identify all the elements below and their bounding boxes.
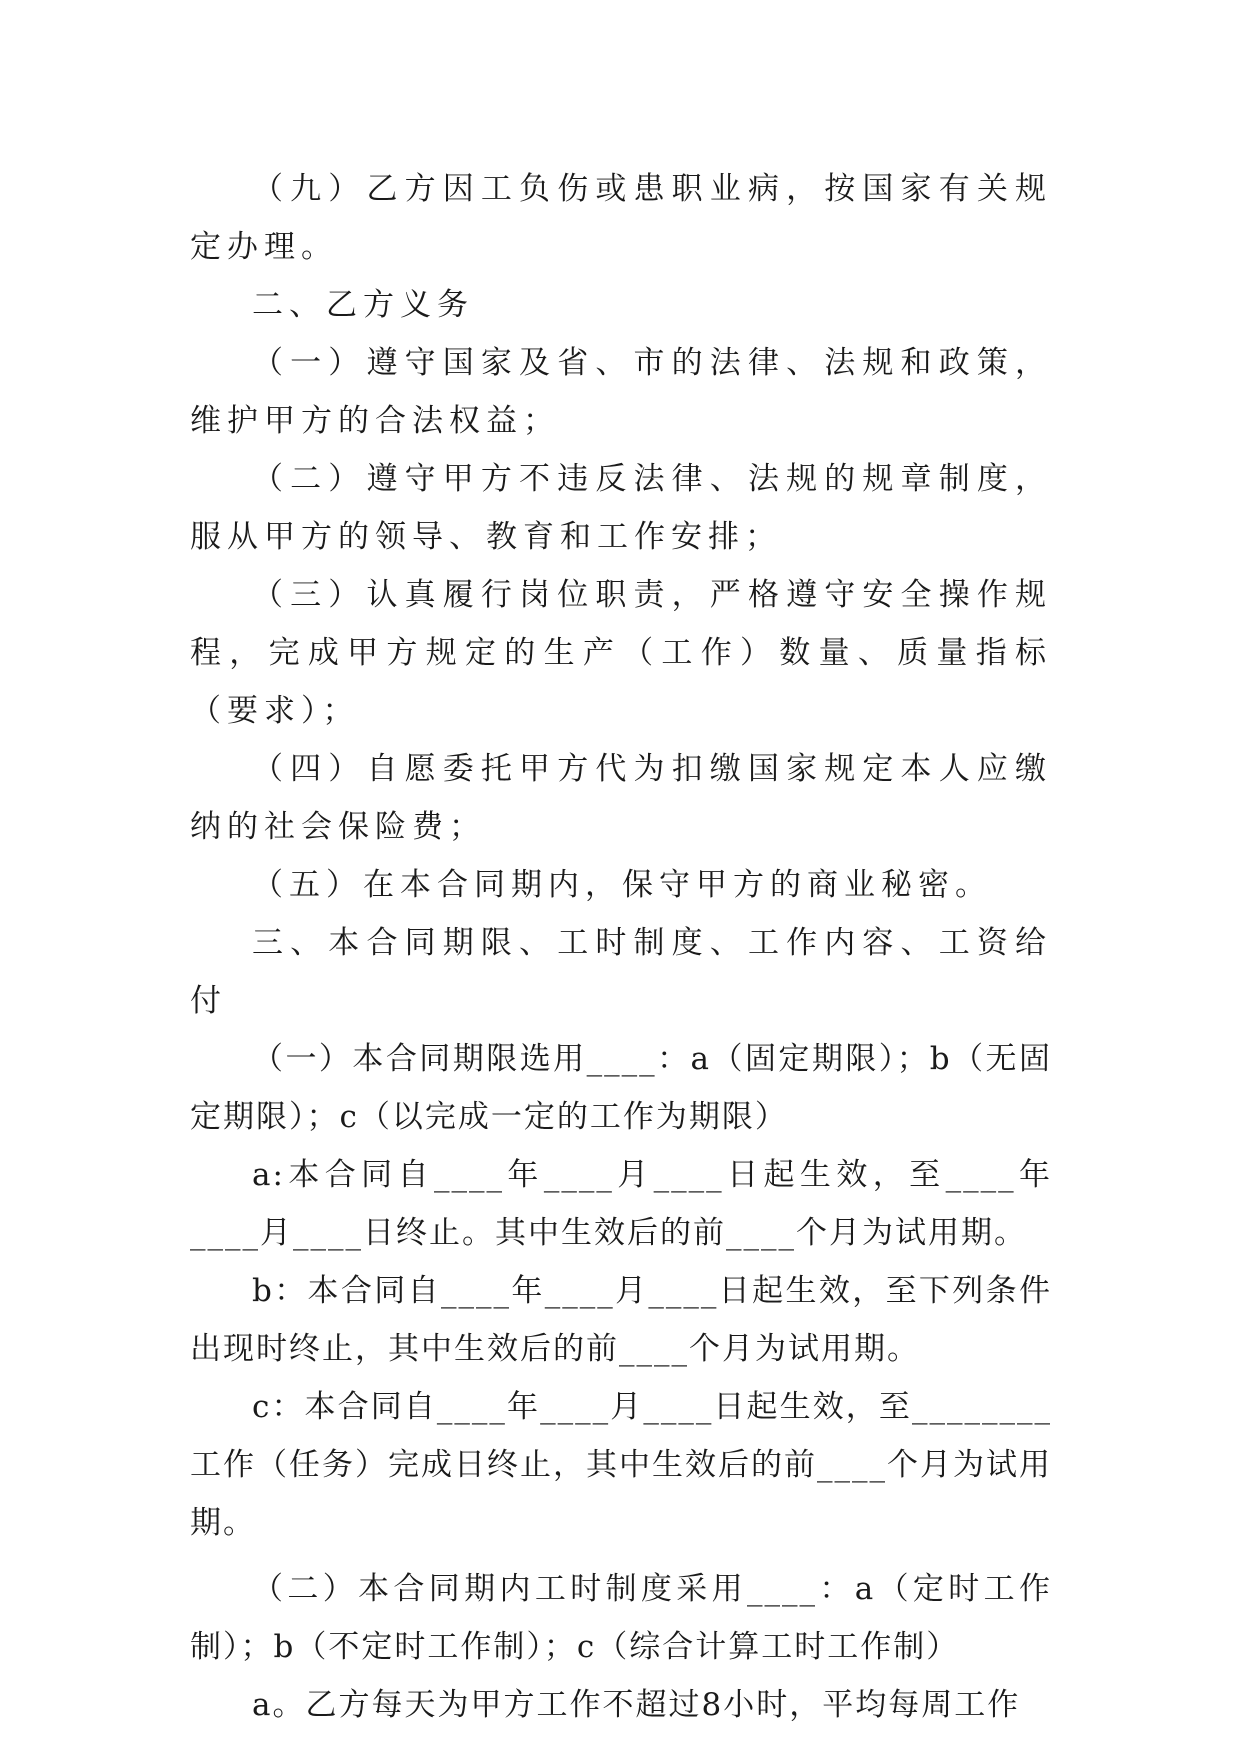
duty-one-obey-laws: （一）遵守国家及省、市的法律、法规和政策，维护甲方的合法权益； [190,345,1052,439]
working-hours-selection: （二）本合同期内工时制度采用____：a（定时工作制）；b（不定时工作制）；c（综合计算工时工作制） [190,1571,1052,1665]
working-hours-option-a: a。乙方每天为甲方工作不超过8小时，平均每周工作 [252,1687,1021,1723]
term-type-selection: （一）本合同期限选用____：a（固定期限）；b（无固定期限）；c（以完成一定的工作为期限） [190,1041,1052,1135]
duty-four-social-insurance: （四）自愿委托甲方代为扣缴国家规定本人应缴纳的社会保险费； [190,751,1052,845]
term-option-a: a:本合同自____年____月____日起生效，至____年____月____日终止。其中生效后的前____个月为试用期。 [190,1157,1052,1251]
section-three-heading: 三、本合同期限、工时制度、工作内容、工资给付 [190,925,1052,1019]
section-two-heading: 二、乙方义务 [252,287,474,323]
term-option-b: b：本合同自____年____月____日起生效，至下列条件出现时终止，其中生效后的前____个月为试用期。 [190,1273,1052,1367]
duty-three-perform-duties: （三）认真履行岗位职责，严格遵守安全操作规程，完成甲方规定的生产（工作）数量、质量指标（要求）； [190,577,1052,729]
duty-two-obey-rules: （二）遵守甲方不违反法律、法规的规章制度，服从甲方的领导、教育和工作安排； [190,461,1052,555]
clause-nine-work-injury: （九）乙方因工负伤或患职业病，按国家有关规定办理。 [190,171,1052,265]
duty-five-trade-secrets: （五）在本合同期内，保守甲方的商业秘密。 [252,867,992,903]
contract-body [190,160,1052,1734]
term-option-c: c：本合同自____年____月____日起生效，至________工作（任务）完成日终止，其中生效后的前____个月为试用期。 [190,1389,1052,1541]
